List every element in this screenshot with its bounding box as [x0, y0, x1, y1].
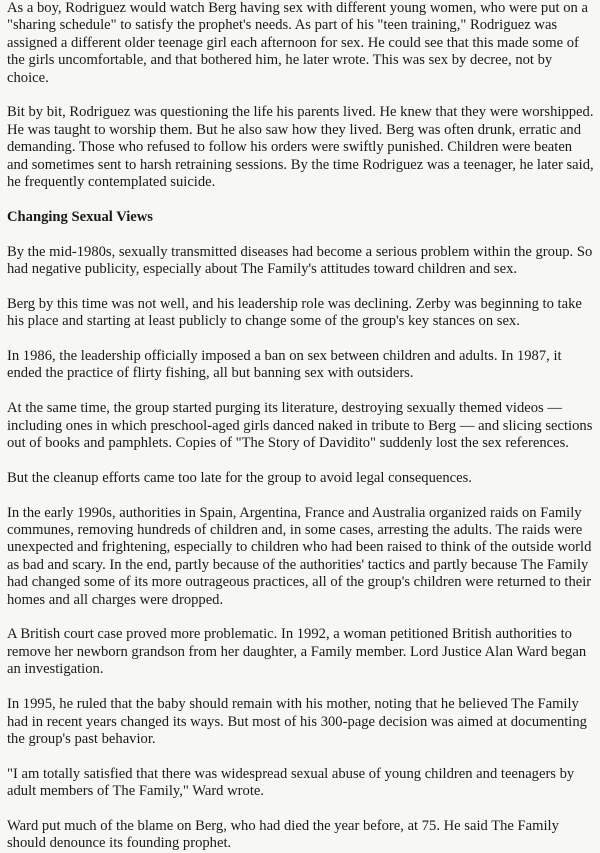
- paragraph: But the cleanup efforts came too late for the group to avoid legal consequences.: [7, 469, 472, 486]
- paragraph: In 1995, he ruled that the baby should remain with his mother, noting that he believed The Family had in recent years changed its ways. But most of his 300-page decision was aimed at documenting the group's past behavior.: [7, 696, 587, 747]
- paragraph: Ward put much of the blame on Berg, who had died the year before, at 75. He said The Family should denounce its founding prophet.: [7, 817, 559, 852]
- paragraph: A British court case proved more problematic. In 1992, a woman petitioned British authorities to remove her newborn grandson from her daughter, a Family member. Lord Justice Alan Ward began an investigation.: [7, 626, 587, 678]
- paragraph: Berg by this time was not well, and his leadership role was declining. Zerby was beginning to take his place and starting at least publicly to change some of the group's key stances on sex.: [7, 295, 582, 330]
- paragraph: By the mid-1980s, sexually transmitted diseases had become a serious problem within the group. So had negative publicity, especially about The Family's attitudes toward children and sex.: [7, 243, 593, 278]
- paragraph: As a boy, Rodriguez would watch Berg having sex with different young women, who were put on a "sharing schedule" to satisfy the prophet's needs. As part of his "teen training," Rodriguez was assigned a different older teenage girl each afternoon for sex. He could see that this made some of the girls uncomfortable, and that bothered him, he later wrote. This was sex by decree, not by choice.: [7, 0, 588, 86]
- paragraph: At the same time, the group started purging its literature, destroying sexually themed videos — including ones in which preschool-aged girls danced naked in tribute to Berg — and slicing sections out of books and pamphlets. Copies of "The Story of Davidito" suddenly lost the sex references.: [7, 400, 593, 452]
- section-heading: Changing Sexual Views: [7, 208, 153, 225]
- paragraph: In 1986, the leadership officially imposed a ban on sex between children and adults. In 1987, it ended the practice of flirty fishing, all but banning sex with outsiders.: [7, 348, 562, 382]
- paragraph: In the early 1990s, authorities in Spain, Argentina, France and Australia organized raids on Family communes, removing hundreds of children and, in some cases, arresting the adults. The raids were unexpected and frightening, especially to children who had been raised to think of the outside world as bad and scary. In the end, partly because of the authorities' tactics and partly because The Family had changed some of its more outrageous practices, all of the group's children were returned to their homes and all charges were dropped.: [7, 504, 592, 608]
- paragraph: Bit by bit, Rodriguez was questioning the life his parents lived. He knew that they were worshipped. He was taught to worship them. But he also saw how they lived. Berg was often drunk, erratic and demanding. Those who refused to follow his orders were swiftly punished. Children were beaten and sometimes sent to harsh retraining sessions. By the time Rodriguez was a teenager, he later said, he frequently contemplated suicide.: [7, 104, 594, 191]
- paragraph: "I am totally satisfied that there was widespread sexual abuse of young children and teenagers by adult members of The Family," Ward wrote.: [7, 765, 575, 800]
